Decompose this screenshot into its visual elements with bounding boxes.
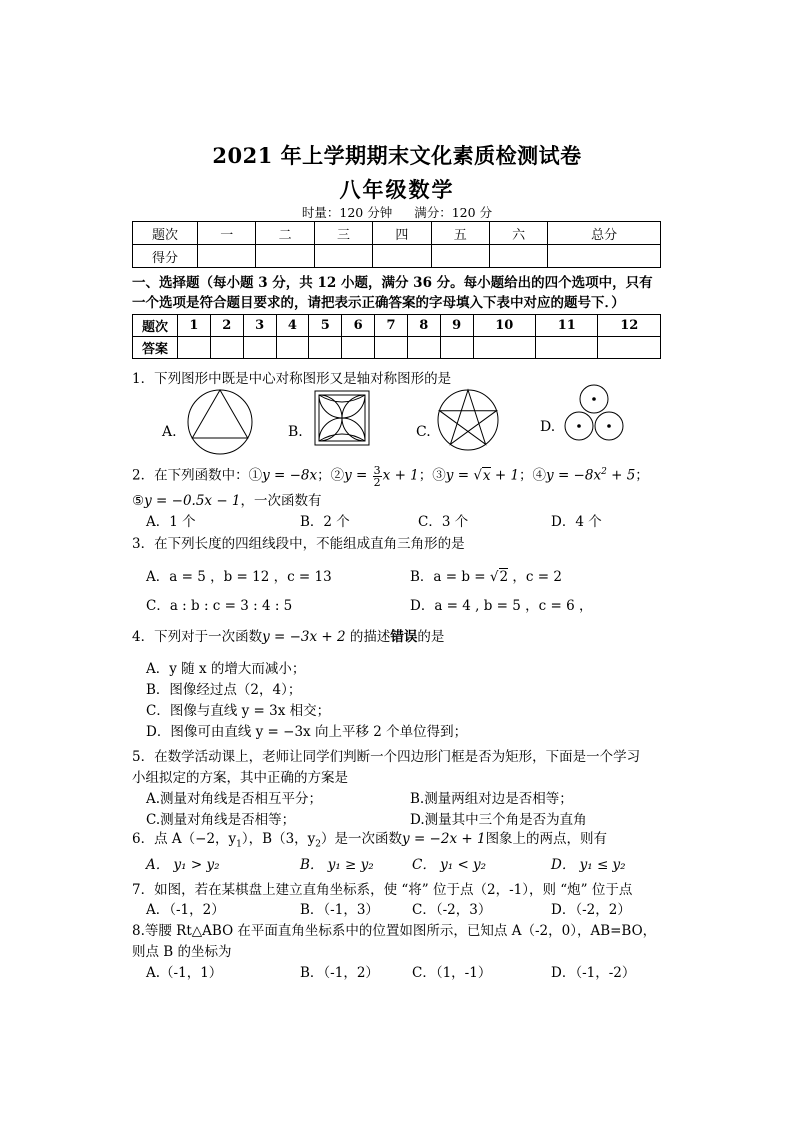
score-cell[interactable] [256,245,314,268]
q6-function: y = −2x + 1 [402,831,486,847]
score-cell[interactable] [373,245,431,268]
q7-stem: 7．如图，若在某棋盘上建立直角坐标系，使 “将” 位于点（2，-1），则 “炮” 位于点 [132,882,633,898]
q3-option-b-pre: B．a = b = [410,569,490,585]
q1-label-c: C. [416,424,431,440]
answer-header-cell: 6 [342,315,375,337]
answer-header-cell: 9 [440,315,473,337]
score-cell[interactable] [548,245,661,268]
score-header-cell: 四 [373,222,431,245]
answer-header-cell: 8 [407,315,440,337]
q2-frac-den: 2 [373,475,381,489]
answer-cell[interactable] [178,337,211,359]
q4-option-c[interactable]: C．图像与直线 y = 3x 相交； [146,703,331,719]
q2-func-4-pre: y = −8x [546,467,602,484]
answer-cell[interactable] [342,337,375,359]
q2-end: ； [635,467,649,484]
q2-fraction [373,465,382,488]
exam-time-score [0,203,794,221]
q2-sep: ；④ [519,467,547,484]
q2-stem [132,460,649,488]
answer-header-cell: 3 [243,315,276,337]
q7-option-d[interactable]: D．（-2，2） [551,902,631,918]
answer-cell[interactable] [598,337,661,359]
q5-option-d[interactable]: D.测量其中三个角是否为直角 [410,812,587,828]
q8-stem-line1: 8.等腰 Rt△ABO 在平面直角坐标系中的位置如图所示，已知点 A（-2，0），AB=BO， [132,923,657,939]
score-table-value-row [133,245,661,268]
q5-option-a[interactable]: A.测量对角线是否相互平分； [146,791,323,807]
q3-stem: 3．在下列长度的四组线段中，不能组成直角三角形的是 [132,536,465,552]
q2-func-4-post: + 5 [606,467,636,484]
q4-function: y = −3x + 2 [262,629,346,645]
answer-cell[interactable] [536,337,598,359]
q6-option-c[interactable]: C． y₁ < y₂ [412,857,487,873]
score-header-cell: 五 [431,222,489,245]
answer-cell[interactable] [407,337,440,359]
q6-stem-end: 图象上的两点，则有 [485,831,608,847]
answer-header-cell: 1 [178,315,211,337]
q4-option-b[interactable]: B．图像经过点（2，4）； [146,682,302,698]
answer-header-cell: 2 [210,315,243,337]
q8-option-c[interactable]: C．（1，-1） [412,965,492,981]
q6-stem [132,830,607,854]
q2-option-b[interactable]: B．2 个 [300,514,350,530]
three-circles-figure [562,383,626,443]
score-cell[interactable] [198,245,256,268]
q3-option-b[interactable] [410,568,562,586]
circle-star-figure [436,388,500,452]
q4-option-a[interactable]: A．y 随 x 的增大而减小； [146,661,306,677]
q4-stem-end: 的是 [417,629,445,645]
score-row-label: 得分 [133,245,198,268]
answer-cell[interactable] [473,337,535,359]
q4-stem [132,628,444,646]
answer-table-header-row [133,315,661,337]
q5-option-b[interactable]: B.测量两组对边是否相等； [410,791,573,807]
q5-stem-line2: 小组拟定的方案，其中正确的方案是 [132,770,348,786]
q6-stem-mid: ），B（3，y [241,831,316,847]
q2-stem-line2 [132,492,322,510]
answer-header-cell: 10 [473,315,535,337]
score-header-cell: 二 [256,222,314,245]
q2-func-3-post: + 1 [490,467,520,484]
sqrt-sign: √ [473,467,482,484]
q2-option-c[interactable]: C．3 个 [418,514,469,530]
score-header-cell: 题次 [133,222,198,245]
answer-cell[interactable] [309,337,342,359]
answer-table-value-row [133,337,661,359]
score-cell[interactable] [314,245,372,268]
q4-stem-pre: 4．下列对于一次函数 [132,629,263,645]
q2-frac-num: 3 [373,463,381,477]
q8-option-a[interactable]: A.（-1，1） [146,965,223,981]
q7-option-a[interactable]: A．（-1，2） [146,902,225,918]
score-header-cell: 三 [314,222,372,245]
q4-keyword: 错误 [390,629,418,645]
answer-header-cell: 11 [536,315,598,337]
q1-label-b: B. [288,424,303,440]
exam-subtitle: 八年级数学 [339,177,455,202]
sqrt-sign: √ [489,569,499,585]
q2-func-1: y = −8x [262,467,318,484]
score-cell[interactable] [431,245,489,268]
q6-stem-mid2: ）是一次函数 [321,831,403,847]
answer-table [132,314,661,359]
exam-full-score: 满分：120 分 [414,205,493,220]
score-cell[interactable] [489,245,547,268]
q1-label-a: A. [162,424,177,440]
q2-func-5: y = −0.5x − 1 [144,493,241,509]
exam-title: 2021 年上学期期末文化素质检测试卷 [212,143,582,168]
score-table [132,221,661,268]
answer-cell[interactable] [276,337,309,359]
q6-option-b[interactable]: B． y₁ ≥ y₂ [300,857,374,873]
square-petals-figure [313,389,371,447]
q6-option-a[interactable]: A． y₁ > y₂ [146,857,220,873]
answer-cell[interactable] [243,337,276,359]
q1-label-d: D. [540,419,556,435]
score-table-header-row [133,222,661,245]
q8-option-b[interactable]: B．（-1，2） [300,965,379,981]
q2-item5-marker: ⑤ [132,493,145,509]
answer-header-cell: 5 [309,315,342,337]
q2-question-end: ，一次函数有 [240,493,322,509]
q3-option-c[interactable]: C．a : b : c = 3 : 4 : 5 [146,598,293,614]
q5-option-c[interactable]: C.测量对角线是否相等； [146,812,296,828]
q6-stem-pre: 6．点 A（−2，y [132,831,237,847]
answer-header-cell: 12 [598,315,661,337]
q2-sep: ；③ [418,467,446,484]
q6-sub2: 2 [315,839,322,850]
score-header-cell: 总分 [548,222,661,245]
q2-sep: ；② [317,467,345,484]
answer-cell[interactable] [375,337,408,359]
q2-func-2-post: x + 1 [382,467,419,484]
q2-func-3-radicand: x [482,467,491,484]
answer-header-cell: 4 [276,315,309,337]
answer-header-cell: 7 [375,315,408,337]
q1-stem: 1．下列图形中既是中心对称图形又是轴对称图形的是 [132,371,452,387]
q6-sub1: 1 [236,839,242,850]
q7-option-b[interactable]: B．（-1，3） [300,902,379,918]
section-heading: 一、选择题（每小题 3 分，共 12 小题，满分 36 分。每小题给出的四个选项中，只有一个选项是符合题目要求的，请把表示正确答案的字母填入下表中对应的题号下．） [132,275,653,311]
q4-stem-mid: 的描述 [345,629,391,645]
score-header-cell: 六 [489,222,547,245]
answer-cell[interactable] [440,337,473,359]
q4-option-d[interactable]: D．图像可由直线 y = −3x 向上平移 2 个单位得到； [146,724,468,740]
answer-header-cell: 题次 [133,315,178,337]
q3-option-b-radicand: 2 [499,569,509,585]
q7-option-c[interactable]: C．（-2，3） [412,902,492,918]
answer-row-label: 答案 [133,337,178,359]
q2-option-d[interactable]: D．4 个 [551,514,602,530]
q8-stem-line2: 则点 B 的坐标为 [132,944,232,960]
q2-prefix: 2．在下列函数中：① [132,467,263,484]
circle-triangle-figure [186,388,254,456]
q5-stem-line1: 5．在数学活动课上，老师让同学们判断一个四边形门框是否为矩形，下面是一个学习 [132,749,641,765]
q2-func-2-pre: y = [344,467,372,484]
q8-option-d[interactable]: D．（-1，-2） [551,965,636,981]
q3-option-a[interactable]: A．a = 5 ，b = 12 ，c = 13 [146,569,332,585]
exam-duration: 时量：120 分钟 [301,205,393,220]
q2-option-a[interactable]: A．1 个 [146,514,196,530]
q2-func-3-pre: y = [445,467,474,484]
answer-cell[interactable] [210,337,243,359]
q3-option-d[interactable]: D．a = 4 , b = 5 ，c = 6 ， [410,598,593,614]
q2-func-4-exp: 2 [601,467,607,477]
q3-option-b-post: ，c = 2 [508,569,562,585]
q6-option-d[interactable]: D． y₁ ≤ y₂ [551,857,626,873]
score-header-cell: 一 [198,222,256,245]
